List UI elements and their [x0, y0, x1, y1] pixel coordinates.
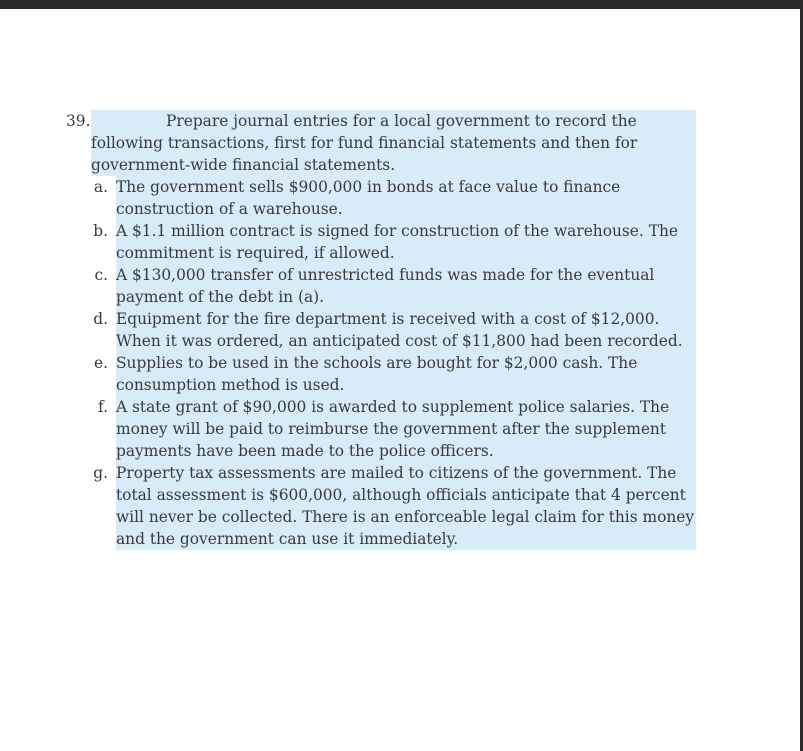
transaction-item-a: [66, 176, 696, 220]
top-frame-bar: [0, 0, 803, 9]
item-letter: a.: [93, 178, 108, 196]
transaction-item-b: [66, 220, 696, 264]
item-letter: b.: [93, 222, 108, 240]
transaction-item-f: [66, 396, 696, 462]
item-text: Supplies to be used in the schools are bought for $2,000 cash. The consumption method is used.: [116, 352, 696, 396]
item-letter: g.: [93, 464, 108, 482]
question-intro: [66, 110, 696, 176]
transaction-item-c: [66, 264, 696, 308]
transaction-item-g: [66, 462, 696, 550]
transaction-item-e: [66, 352, 696, 396]
question-intro-text: following transactions, first for fund financial statements and then for government-wide financial statements.: [91, 132, 696, 176]
question-number: 39.: [66, 112, 91, 130]
item-text: A $1.1 million contract is signed for construction of the warehouse. The commitment is required, if allowed.: [116, 220, 696, 264]
item-text: Equipment for the fire department is received with a cost of $12,000. When it was ordered, an anticipated cost of $11,800 had been recorded.: [116, 308, 696, 352]
item-letter: e.: [93, 354, 108, 372]
question-intro-first-line: Prepare journal entries for a local government to record the: [91, 110, 696, 132]
item-text: A $130,000 transfer of unrestricted funds was made for the eventual payment of the debt in (a).: [116, 264, 696, 308]
item-text: Property tax assessments are mailed to citizens of the government. The total assessment is $600,000, although officials anticipate that 4 percent will never be collected. There is an enforceable legal claim for this money and the government can use it immediately.: [116, 464, 695, 548]
item-letter: f.: [97, 398, 108, 416]
item-text: The government sells $900,000 in bonds at face value to finance construction of a warehouse.: [116, 176, 696, 220]
document-question: [66, 110, 696, 550]
item-text: A state grant of $90,000 is awarded to supplement police salaries. The money will be paid to reimburse the government after the supplement payments have been made to the police officers.: [116, 396, 696, 462]
item-letter: c.: [94, 266, 108, 284]
item-letter: d.: [93, 310, 108, 328]
transaction-item-d: [66, 308, 696, 352]
transaction-list: [66, 176, 696, 550]
